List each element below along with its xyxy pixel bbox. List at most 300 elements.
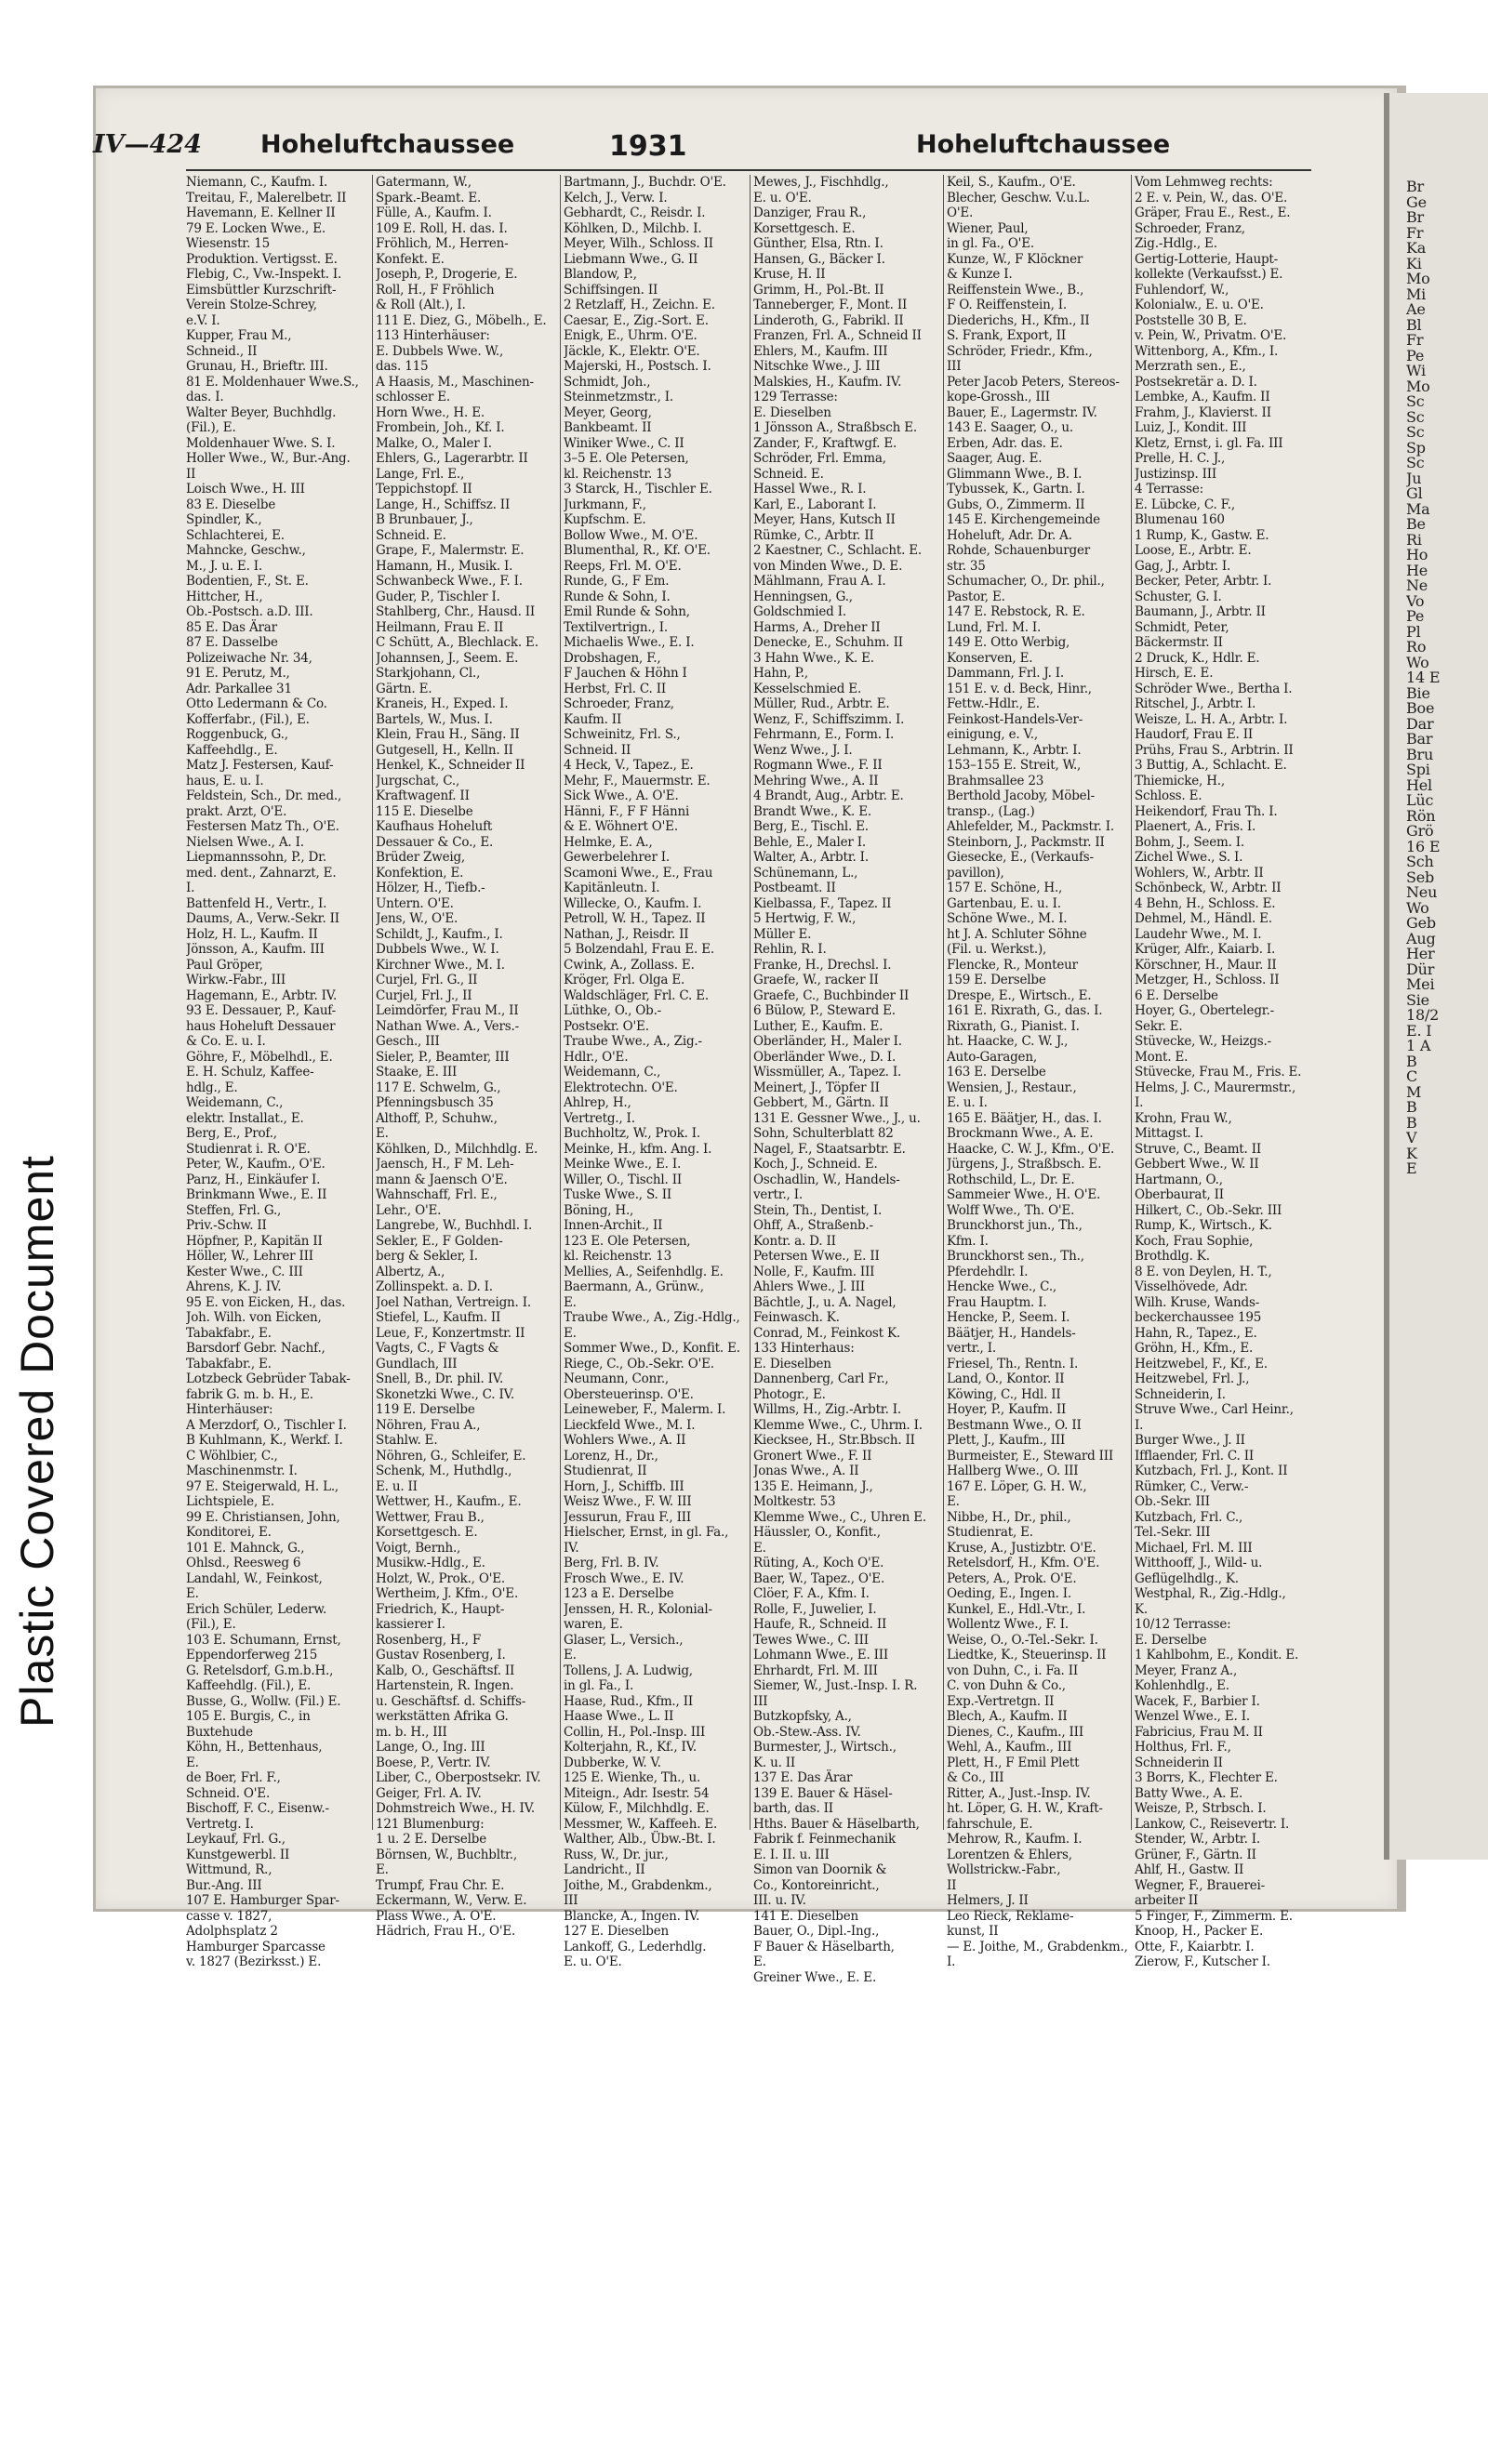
directory-entry-line: Jessurun, Frau F., III: [564, 1509, 691, 1525]
directory-entry-line: 111 E. Diez, G., Möbelh., E.: [376, 312, 547, 328]
directory-entry-line: Lorenz, H., Dr.,: [564, 1448, 658, 1464]
directory-entry-line: (Fil.), E.: [186, 420, 236, 435]
directory-entry-line: III. u. IV.: [753, 1893, 806, 1908]
directory-entry-line: 1 Rump, K., Gastw. E.: [1135, 527, 1269, 543]
directory-entry-line: vertr., I.: [753, 1187, 803, 1202]
directory-column-1: [186, 175, 368, 1970]
directory-entry-line: B Kuhlmann, K., Werkf. I.: [186, 1433, 343, 1448]
directory-entry-line: Langrebe, W., Buchhdl. I.: [376, 1218, 533, 1233]
directory-entry-line: Haudorf, Frau E. II: [1135, 727, 1253, 742]
directory-entry-line: Heilmann, Frau E. II: [376, 619, 504, 635]
directory-entry-line: ht. Löper, G. H. W., Kraft-: [947, 1801, 1103, 1816]
directory-entry-line: Hths. Bauer & Häselbarth,: [753, 1816, 920, 1832]
directory-entry-line: Körschner, H., Maur. II: [1135, 957, 1277, 973]
edge-fragment: Be: [1406, 515, 1426, 533]
directory-entry-line: Joel Nathan, Vertreign. I.: [376, 1294, 531, 1310]
directory-entry-line: Kolonialw., E. u. O'E.: [1135, 298, 1264, 312]
directory-entry-line: Boese, P., Vertr. IV.: [376, 1755, 491, 1770]
directory-entry-line: — E. Joithe, M., Grabdenkm.,: [947, 1939, 1128, 1954]
directory-entry-line: Jürgens, J., Straßbsch. E.: [947, 1157, 1102, 1172]
directory-entry-line: Tabakfabr., E.: [186, 1356, 272, 1371]
directory-entry-line: Leue, F., Konzertmstr. II: [376, 1325, 525, 1341]
directory-entry-line: K. u. II: [753, 1755, 796, 1770]
directory-entry-line: Nathan, J., Reisdr. II: [564, 926, 689, 942]
directory-entry-line: Rump, K., Wirtsch., K.: [1135, 1218, 1272, 1233]
directory-entry-line: 129 Terrasse:: [753, 390, 838, 404]
directory-entry-line: Erben, Adr. das. E.: [947, 435, 1063, 451]
directory-entry-line: Frahm, J., Klavierst. II: [1135, 404, 1271, 420]
directory-entry-line: in gl. Fa., O'E.: [947, 236, 1034, 251]
edge-fragment: Grö: [1406, 822, 1434, 840]
directory-entry-line: Schneid. O'E.: [186, 1785, 271, 1801]
edge-fragment: E. I: [1406, 1021, 1432, 1040]
directory-entry-line: Dessauer & Co., E.: [376, 834, 494, 850]
directory-entry-line: Malke, O., Maler I.: [376, 435, 492, 451]
directory-entry-line: Priv.-Schw. II: [186, 1218, 267, 1233]
edge-fragment: Sie: [1406, 990, 1429, 1009]
directory-entry-line: Meyer, Franz A.,: [1135, 1663, 1238, 1678]
directory-entry-line: Co., Kontoreinricht.,: [753, 1877, 880, 1893]
directory-entry-line: Fehrmann, E., Form. I.: [753, 727, 895, 742]
directory-column-5: [947, 175, 1129, 1970]
directory-entry-line: Gebbert Wwe., W. II: [1135, 1157, 1259, 1172]
directory-entry-line: Haufe, R., Schneid. II: [753, 1617, 887, 1632]
directory-entry-line: Brahmsallee 23: [947, 773, 1044, 788]
directory-entry-line: Bauer, E., Lagermstr. IV.: [947, 404, 1097, 420]
directory-entry-line: Willms, H., Zig.-Arbtr. I.: [753, 1402, 901, 1417]
directory-entry-line: u. Geschäftsf. d. Schiffs-: [376, 1693, 526, 1709]
directory-entry-line: kunst, II: [947, 1924, 999, 1939]
edge-fragment: Sc: [1406, 407, 1425, 426]
directory-entry-line: Starkjohann, Cl.,: [376, 666, 481, 681]
directory-entry-line: Lankow, C., Reisevertr. I.: [1135, 1816, 1290, 1832]
directory-entry-line: Schöne Wwe., M. I.: [947, 911, 1068, 926]
column-divider: [560, 175, 561, 1830]
directory-entry-line: Mont. E.: [1135, 1049, 1189, 1065]
directory-entry-line: Gebbert, M., Gärtn. II: [753, 1095, 889, 1110]
header-rule: [186, 169, 1311, 171]
directory-entry-line: Sammeier Wwe., H. O'E.: [947, 1187, 1101, 1202]
directory-entry-line: 141 E. Dieselben: [753, 1908, 858, 1924]
directory-entry-line: Wirkw.-Fabr., III: [186, 973, 286, 987]
directory-entry-line: Neumann, Conr.,: [564, 1371, 670, 1386]
directory-entry-line: Hädrich, Frau H., O'E.: [376, 1924, 516, 1939]
directory-entry-line: Textilvertrign., I.: [564, 619, 668, 635]
directory-entry-line: E.: [564, 1325, 577, 1341]
directory-entry-line: Stahlberg, Chr., Hausd. II: [376, 604, 536, 619]
directory-entry-line: Nolle, F., Kaufm. III: [753, 1264, 875, 1279]
directory-entry-line: Waldschläger, Frl. C. E.: [564, 987, 709, 1003]
directory-entry-line: 153–155 E. Streit, W.,: [947, 758, 1082, 773]
directory-column-3: [564, 175, 746, 1970]
directory-entry-line: Brockmann Wwe., A. E.: [947, 1126, 1094, 1141]
directory-entry-line: Köhlken, D., Milchb. I.: [564, 220, 702, 236]
directory-entry-line: Kaffeehdlg. (Fil.), E.: [186, 1678, 312, 1693]
directory-entry-line: Gustav Rosenberg, I.: [376, 1648, 506, 1663]
directory-entry-line: III: [753, 1693, 768, 1709]
directory-entry-line: Wertheim, J. Kfm., O'E.: [376, 1586, 519, 1601]
directory-entry-line: Jurgschat, C.,: [376, 773, 460, 788]
directory-entry-line: 5 Finger, F., Zimmerm. E.: [1135, 1908, 1293, 1924]
edge-fragment: Ho: [1406, 546, 1428, 563]
directory-entry-line: transp., (Lag.): [947, 803, 1035, 819]
directory-entry-line: Gewerbelehrer I.: [564, 850, 671, 865]
directory-entry-line: 113 Hinterhäuser:: [376, 328, 490, 343]
directory-entry-line: & E. Wöhnert O'E.: [564, 819, 678, 834]
directory-entry-line: Photogr., E.: [753, 1386, 826, 1402]
directory-entry-line: Rothschild, L., Dr. E.: [947, 1172, 1075, 1187]
directory-entry-line: Rosenberg, H., F: [376, 1632, 482, 1648]
directory-entry-line: II: [947, 1877, 957, 1893]
directory-entry-line: Albertz, A.,: [376, 1264, 445, 1279]
edge-fragment: Pe: [1406, 607, 1425, 625]
directory-entry-line: Eppendorferweg 215: [186, 1648, 318, 1663]
directory-entry-line: 135 E. Heimann, J.,: [753, 1478, 873, 1494]
directory-entry-line: Mittagst. I.: [1135, 1126, 1203, 1141]
directory-entry-line: berg & Sekler, I.: [376, 1249, 478, 1264]
directory-entry-line: Petersen Wwe., E. II: [753, 1249, 880, 1264]
column-divider: [372, 175, 373, 1830]
directory-entry-line: Köhn, H., Bettenhaus,: [186, 1740, 323, 1755]
directory-entry-line: E. Dieselben: [753, 1356, 831, 1371]
directory-entry-line: e.V. I.: [186, 312, 220, 328]
directory-entry-line: K.: [1135, 1601, 1148, 1617]
directory-entry-line: E.: [564, 1294, 577, 1310]
directory-entry-line: Gatermann, W.,: [376, 175, 472, 190]
directory-entry-line: 3–5 E. Ole Petersen,: [564, 451, 689, 466]
directory-entry-line: Schneid. E.: [376, 527, 446, 543]
directory-entry-line: ht. Haacke, C. W. J.,: [947, 1034, 1069, 1049]
directory-entry-line: Fettw.-Hdlr., E.: [947, 696, 1040, 711]
directory-entry-line: 5 Bolzendahl, Frau E. E.: [564, 942, 714, 957]
directory-entry-line: Franke, H., Drechsl. I.: [753, 957, 892, 973]
directory-entry-line: Clöer, F. A., Kfm. I.: [753, 1586, 870, 1601]
directory-entry-line: Oberländer, H., Maler I.: [753, 1034, 902, 1049]
edge-fragment: Ge: [1406, 192, 1427, 211]
directory-entry-line: Ob.-Sekr. III: [1135, 1494, 1210, 1509]
directory-entry-line: E. u. II: [376, 1478, 418, 1494]
directory-entry-line: III: [564, 1893, 578, 1908]
directory-entry-line: Hänni, F., F F Hänni: [564, 803, 690, 819]
directory-entry-line: Glaser, L., Versich.,: [564, 1632, 684, 1648]
directory-entry-line: 167 E. Löper, G. H. W.,: [947, 1478, 1087, 1494]
directory-entry-line: 93 E. Dessauer, P., Kauf-: [186, 1003, 336, 1018]
directory-entry-line: Eimsbüttler Kurzschrift-: [186, 282, 337, 298]
directory-entry-line: Baermann, A., Grünw.,: [564, 1279, 704, 1294]
directory-entry-line: Postbeamt. II: [753, 881, 836, 895]
directory-entry-line: Günther, Elsa, Rtn. I.: [753, 236, 884, 251]
directory-entry-line: Oschadlin, W., Handels-: [753, 1172, 900, 1187]
directory-entry-line: Laudehr Wwe., M. I.: [1135, 926, 1262, 942]
directory-entry-line: Bestmann Wwe., O. II: [947, 1417, 1082, 1433]
directory-entry-line: Heikendorf, Frau Th. I.: [1135, 803, 1278, 819]
directory-entry-line: 103 E. Schumann, Ernst,: [186, 1632, 341, 1648]
directory-entry-line: Peters, A., Prok. O'E.: [947, 1570, 1077, 1586]
edge-fragment: Wo: [1406, 653, 1429, 671]
directory-entry-line: F Bauer & Häselbarth,: [753, 1939, 895, 1954]
directory-entry-line: Brunckhorst jun., Th.,: [947, 1218, 1083, 1233]
directory-entry-line: Pferdehdlr. I.: [947, 1264, 1029, 1279]
directory-entry-line: Wenz, F., Schiffszimm. I.: [753, 711, 905, 727]
directory-entry-line: Weisze, P., Strbsch. I.: [1135, 1801, 1267, 1816]
directory-entry-line: Nielsen Wwe., A. I.: [186, 834, 304, 850]
directory-entry-line: Ahrens, K. J. IV.: [186, 1279, 282, 1294]
directory-entry-line: Reeps, Frl. M. O'E.: [564, 558, 682, 574]
directory-entry-line: m. b. H., III: [376, 1724, 447, 1740]
directory-entry-line: C. von Duhn & Co.,: [947, 1678, 1066, 1693]
directory-entry-line: 121 Blumenburg:: [376, 1816, 485, 1832]
directory-entry-line: Müller, Rud., Arbtr. E.: [753, 696, 890, 711]
directory-entry-line: Gag, J., Arbtr. I.: [1135, 558, 1231, 574]
directory-entry-line: Thiemicke, H.,: [1135, 773, 1225, 788]
edge-fragment: 16 E: [1406, 837, 1441, 855]
directory-entry-line: Metzger, H., Schloss. II: [1135, 973, 1280, 987]
directory-entry-line: Ohff, A., Straßenb.-: [753, 1218, 873, 1233]
directory-entry-line: Verein Stolze-Schrey,: [186, 298, 317, 312]
directory-entry-line: Leykauf, Frl. G.,: [186, 1832, 286, 1847]
directory-entry-line: Althoff, P., Schuhw.,: [376, 1110, 498, 1126]
directory-entry-line: Schroeder, Franz,: [1135, 220, 1245, 236]
directory-entry-line: E.: [186, 1755, 199, 1770]
directory-entry-line: Erich Schüler, Lederw.: [186, 1601, 327, 1617]
directory-entry-line: Reiffenstein Wwe., B.,: [947, 282, 1084, 298]
directory-entry-line: Hassel Wwe., R. I.: [753, 482, 867, 497]
directory-entry-line: 3 Buttig, A., Schlacht. E.: [1135, 758, 1287, 773]
directory-entry-line: & Kunze I.: [947, 267, 1013, 282]
directory-entry-line: Feinwasch. K.: [753, 1310, 840, 1325]
directory-entry-line: 1 u. 2 E. Derselbe: [376, 1832, 487, 1847]
directory-entry-line: Karl, E., Laborant I.: [753, 497, 877, 512]
directory-entry-line: Klemme Wwe., C., Uhrm. I.: [753, 1417, 923, 1433]
directory-entry-line: Runde, G., F Em.: [564, 574, 670, 589]
directory-entry-line: Hencke Wwe., C.,: [947, 1279, 1057, 1294]
directory-entry-line: Wehl, A., Kaufm., III: [947, 1740, 1072, 1755]
edge-fragment: He: [1406, 561, 1428, 579]
directory-entry-line: Sommer Wwe., D., Konfit. E.: [564, 1341, 740, 1356]
edge-fragment: Mo: [1406, 377, 1430, 395]
directory-entry-line: kl. Reichenstr. 13: [564, 466, 671, 482]
directory-entry-line: Kalb, O., Geschäftsf. II: [376, 1663, 515, 1678]
directory-entry-line: kope-Grossh., III: [947, 390, 1050, 404]
directory-entry-line: Luther, E., Kaufm. E.: [753, 1018, 884, 1034]
directory-entry-line: Hagemann, E., Arbtr. IV.: [186, 987, 338, 1003]
directory-entry-line: O'E.: [947, 205, 974, 220]
directory-entry-line: Holthus, Frl. F.,: [1135, 1740, 1231, 1755]
directory-entry-line: Wiener, Paul,: [947, 220, 1029, 236]
directory-entry-line: Postsekr. O'E.: [564, 1018, 649, 1034]
directory-entry-line: Lüthke, O., Ob.-: [564, 1003, 662, 1018]
directory-entry-line: Bartmann, J., Buchdr. O'E.: [564, 175, 726, 190]
directory-entry-line: 157 E. Schöne, H.,: [947, 881, 1063, 895]
side-label: Plastic Covered Document: [11, 1155, 63, 1728]
directory-entry-line: Hoyer, G., Obertelegr.-: [1135, 1003, 1274, 1018]
directory-entry-line: Tanneberger, F., Mont. II: [753, 298, 908, 312]
directory-entry-line: Kunstgewerbl. II: [186, 1847, 290, 1862]
edge-fragment: Ae: [1406, 300, 1426, 318]
directory-entry-line: Henningsen, G.,: [753, 589, 853, 604]
directory-entry-line: 119 E. Derselbe: [376, 1402, 475, 1417]
directory-entry-line: Zander, F., Kraftwgf. E.: [753, 435, 897, 451]
directory-entry-line: Otto Ledermann & Co.: [186, 696, 327, 711]
directory-entry-line: 115 E. Dieselbe: [376, 803, 473, 819]
directory-entry-line: Emil Runde & Sohn,: [564, 604, 690, 619]
edge-fragment: Sp: [1406, 438, 1426, 457]
directory-entry-line: 133 Hinterhaus:: [753, 1341, 855, 1356]
edge-fragment: Rön: [1406, 806, 1436, 825]
directory-entry-line: Weidemann, C.,: [564, 1065, 661, 1080]
directory-entry-line: Korsettgesch. E.: [376, 1525, 478, 1540]
directory-entry-line: Adolphsplatz 2: [186, 1924, 278, 1939]
directory-entry-line: 87 E. Dasselbe: [186, 635, 278, 650]
directory-entry-line: Kesselschmied E.: [753, 681, 862, 696]
directory-entry-line: M., J. u. E. I.: [186, 558, 262, 574]
directory-entry-line: Kofferfabr., (Fil.), E.: [186, 711, 310, 727]
directory-entry-line: Helmke, E. A.,: [564, 834, 653, 850]
directory-entry-line: 105 E. Burgis, C., in: [186, 1709, 311, 1724]
directory-entry-line: Brinkmann Wwe., E. II: [186, 1187, 327, 1202]
directory-entry-line: Kupfschm. E.: [564, 512, 646, 527]
directory-entry-line: Studienrat, II: [564, 1464, 647, 1478]
directory-entry-line: Knoop, H., Packer E.: [1135, 1924, 1264, 1939]
directory-entry-line: 143 E. Saager, O., u.: [947, 420, 1073, 435]
directory-entry-line: Burmeister, E., Steward III: [947, 1448, 1114, 1464]
directory-entry-line: Moldenhauer Wwe. S. I.: [186, 435, 336, 451]
directory-entry-line: Kruse, H. II: [753, 267, 826, 282]
directory-entry-line: Merzrath sen., E.,: [1135, 359, 1246, 374]
directory-entry-line: Ob.-Stew.-Ass. IV.: [753, 1724, 861, 1740]
directory-entry-line: Siemer, W., Just.-Insp. I. R.: [753, 1678, 918, 1693]
directory-entry-line: hdlg., E.: [186, 1080, 238, 1095]
directory-entry-line: 81 E. Moldenhauer Wwe.S.,: [186, 374, 359, 390]
directory-entry-line: Schünemann, L.,: [753, 865, 858, 881]
directory-entry-line: Haase Wwe., L. II: [564, 1709, 674, 1724]
directory-entry-line: 2 Retzlaff, H., Zeichn. E.: [564, 298, 715, 312]
directory-entry-line: Produktion. Vertigsst. E.: [186, 251, 338, 267]
directory-entry-line: Adr. Parkallee 31: [186, 681, 292, 696]
directory-entry-line: Meinert, J., Töpfer II: [753, 1080, 880, 1095]
directory-entry-line: Nöhren, G., Schleifer, E.: [376, 1448, 526, 1464]
directory-entry-line: Oberbaurat, II: [1135, 1187, 1224, 1202]
directory-entry-line: Brüder Zweig,: [376, 850, 466, 865]
directory-entry-line: Frau Hauptm. I.: [947, 1294, 1047, 1310]
directory-entry-line: Sieler, P., Beamter, III: [376, 1049, 510, 1065]
edge-fragment: Ju: [1406, 469, 1422, 487]
directory-entry-line: Heitzwebel, Frl. J.,: [1135, 1371, 1250, 1386]
directory-entry-line: Meinke Wwe., E. I.: [564, 1157, 682, 1172]
directory-entry-line: Parız, H., Einkäufer I.: [186, 1172, 321, 1187]
directory-entry-line: Kaffeehdlg., E.: [186, 742, 278, 758]
edge-fragment: Her: [1406, 945, 1435, 962]
column-divider: [943, 175, 944, 1830]
edge-fragment: Lüc: [1406, 791, 1434, 809]
page-number: IV—424: [93, 130, 202, 159]
directory-entry-line: Land, O., Kontor. II: [947, 1371, 1065, 1386]
directory-entry-line: Krohn, Frau W.,: [1135, 1110, 1232, 1126]
directory-entry-line: Guder, P., Tischler I.: [376, 589, 500, 604]
edge-fragment: Vo: [1406, 591, 1425, 610]
directory-entry-line: Stüvecke, W., Heizgs.-: [1135, 1034, 1271, 1049]
edge-fragment: 1 A: [1406, 1037, 1431, 1054]
directory-entry-line: Trumpf, Frau Chr. E.: [376, 1877, 505, 1893]
edge-fragment: Spi: [1406, 761, 1430, 778]
directory-entry-line: Klemme Wwe., C., Uhren E.: [753, 1509, 926, 1525]
directory-entry-line: Dammann, Frl. J. I.: [947, 666, 1064, 681]
directory-entry-line: Bartels, W., Mus. I.: [376, 711, 493, 727]
directory-entry-line: Schönbeck, W., Arbtr. II: [1135, 881, 1282, 895]
directory-entry-line: Loose, E., Arbtr. E.: [1135, 543, 1252, 558]
directory-entry-line: Bäätjer, H., Handels-: [947, 1325, 1076, 1341]
directory-entry-line: Hamburger Sparcasse: [186, 1939, 326, 1954]
edge-fragment: Fr: [1406, 223, 1424, 242]
directory-entry-line: Lange, O., Ing. III: [376, 1740, 485, 1755]
directory-entry-line: Elektrotechn. O'E.: [564, 1080, 678, 1095]
directory-entry-line: Holzt, W., Prok., O'E.: [376, 1570, 505, 1586]
directory-entry-line: Joseph, P., Drogerie, E.: [376, 267, 518, 282]
directory-entry-line: Spindler, K.,: [186, 512, 262, 527]
directory-entry-line: Hamann, H., Musik. I.: [376, 558, 513, 574]
directory-entry-line: 149 E. Otto Werbig,: [947, 635, 1070, 650]
directory-entry-line: Friesel, Th., Rentn. I.: [947, 1356, 1079, 1371]
directory-entry-line: & Roll (Alt.), I.: [376, 298, 466, 312]
directory-entry-line: Zierow, F., Kutscher I.: [1135, 1954, 1270, 1969]
directory-entry-line: Vertretg., I.: [564, 1110, 635, 1126]
directory-entry-line: Enigk, E., Uhrm. O'E.: [564, 328, 698, 343]
directory-entry-line: B Brunbauer, J.,: [376, 512, 473, 527]
directory-entry-line: Gesch., III: [376, 1034, 440, 1049]
directory-entry-line: Lieckfeld Wwe., M. I.: [564, 1417, 696, 1433]
directory-entry-line: Greiner Wwe., E. E.: [753, 1969, 877, 1985]
directory-entry-line: Konditorei, E.: [186, 1525, 272, 1540]
directory-entry-line: Bischoff, F. C., Eisenw.-: [186, 1801, 329, 1816]
edge-fragment: Pe: [1406, 346, 1425, 364]
directory-entry-line: Börnsen, W., Buchbltr.,: [376, 1847, 517, 1862]
directory-entry-line: Riege, C., Ob.-Sekr. O'E.: [564, 1356, 714, 1371]
directory-entry-line: 79 E. Locken Wwe., E.: [186, 220, 326, 236]
directory-entry-line: Wohlers, W., Arbtr. II: [1135, 865, 1264, 881]
directory-entry-line: Exp.-Vertretgn. II: [947, 1693, 1055, 1709]
directory-entry-line: str. 35: [947, 558, 986, 574]
directory-entry-line: Dienes, C., Kaufm., III: [947, 1724, 1083, 1740]
directory-entry-line: Rümke, C., Arbtr. II: [753, 527, 874, 543]
directory-entry-line: Berthold Jacoby, Möbel-: [947, 788, 1095, 803]
directory-entry-line: Barsdorf Gebr. Nachf.,: [186, 1341, 326, 1356]
directory-entry-line: Festersen Matz Th., O'E.: [186, 819, 339, 834]
directory-entry-line: Meyer, Hans, Kutsch II: [753, 512, 896, 527]
directory-entry-line: C Wöhlbier, C.,: [186, 1448, 278, 1464]
directory-entry-line: 2 E. v. Pein, W., das. O'E.: [1135, 190, 1288, 205]
directory-entry-line: Gebhardt, C., Reisdr. I.: [564, 205, 706, 220]
directory-entry-line: Wittenborg, A., Kfm., I.: [1135, 343, 1279, 359]
edge-fragment: Dar: [1406, 714, 1434, 733]
directory-entry-line: Steffen, Frl. G.,: [186, 1202, 282, 1218]
directory-entry-line: 137 E. Das Ärar: [753, 1770, 853, 1785]
directory-entry-line: E.: [376, 1862, 389, 1877]
directory-entry-line: E. u. I.: [947, 1095, 988, 1110]
directory-entry-line: Weidemann, C.,: [186, 1095, 284, 1110]
directory-entry-line: Rogmann Wwe., F. II: [753, 758, 883, 773]
directory-entry-line: Müller E.: [753, 926, 812, 942]
directory-entry-line: Staake, E. III: [376, 1065, 458, 1080]
directory-entry-line: Mehrow, R., Kaufm. I.: [947, 1832, 1083, 1847]
directory-entry-line: Polizeiwache Nr. 34,: [186, 650, 312, 666]
edge-fragment: Bie: [1406, 683, 1430, 702]
directory-entry-line: Rümker, C., Verw.-: [1135, 1478, 1249, 1494]
directory-entry-line: Studienrat, E.: [947, 1525, 1033, 1540]
directory-entry-line: Dohmstreich Wwe., H. IV.: [376, 1801, 535, 1816]
directory-entry-line: Mellies, A., Seifenhdlg. E.: [564, 1264, 724, 1279]
directory-entry-line: Bankbeamt. II: [564, 420, 652, 435]
directory-entry-line: Wensien, J., Restaur.,: [947, 1080, 1077, 1095]
